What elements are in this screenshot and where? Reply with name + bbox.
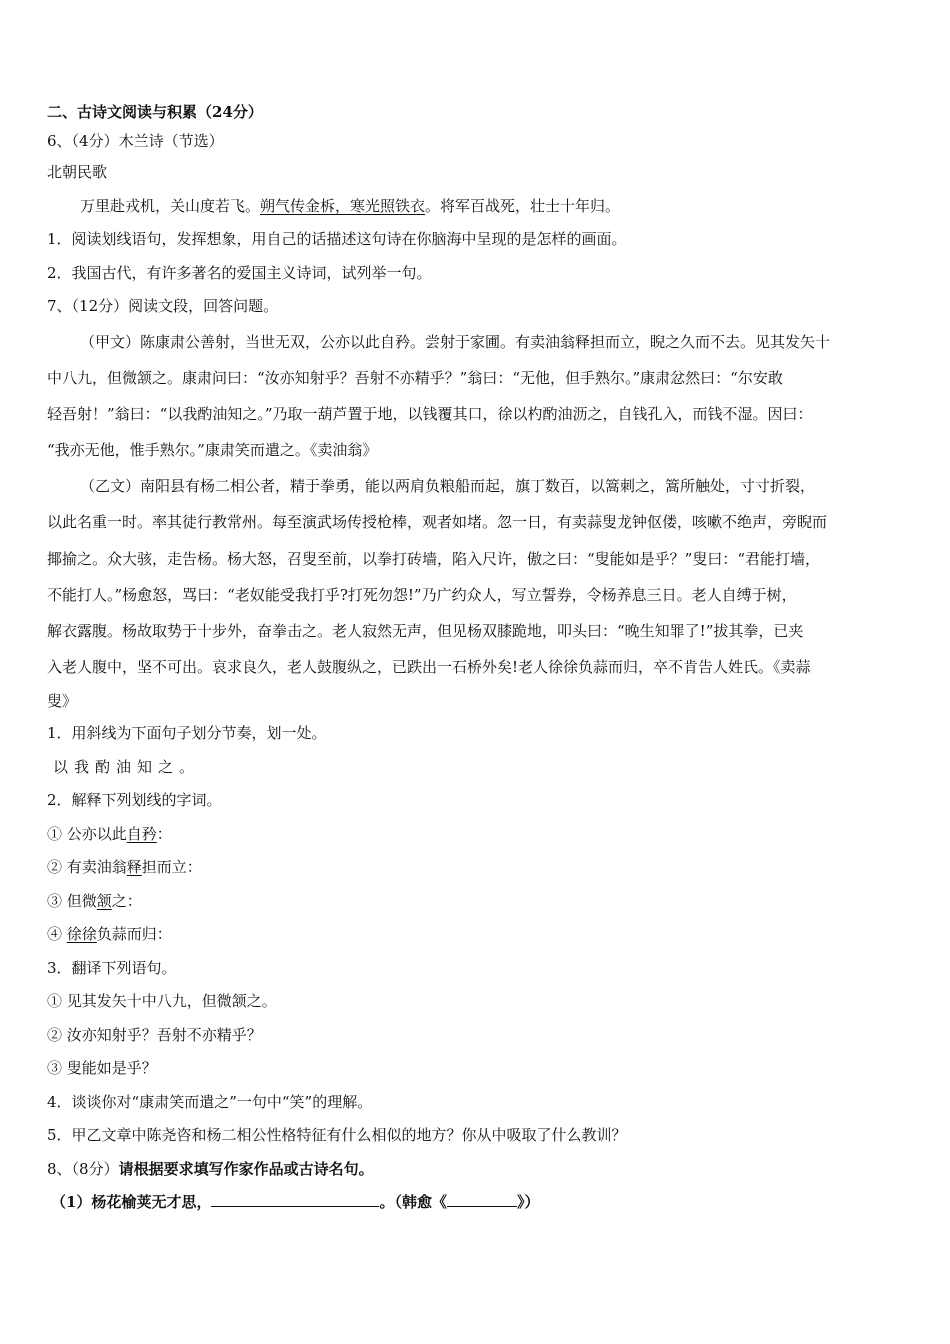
poem-text-post: 。将军百战死，壮士十年归。	[425, 196, 621, 215]
q6-subquestion-2: 2．我国古代，有许多著名的爱国主义诗词，试列举一句。	[47, 263, 432, 282]
passage-yi-line: （乙文）南阳县有杨二相公者，精于拳勇，能以两肩负粮船而起，旗丁数百，以篙刺之，篙所触处，寸寸折裂，	[80, 477, 816, 496]
q6-poem	[47, 190, 909, 224]
passage-yi	[47, 468, 909, 717]
q8-item-1-post: 》）	[516, 1193, 540, 1212]
q7-subquestion-4: 4．谈谈你对“康肃笑而遣之”一句中“笑”的理解。	[47, 1092, 373, 1111]
question-7	[47, 290, 909, 1153]
word-item	[47, 885, 909, 919]
q8-heading-instruction: 请根据要求填写作家作品或古诗名句。	[118, 1159, 374, 1178]
translation-item: ② 汝亦知射乎？吾射不亦精乎？	[47, 1025, 262, 1044]
translation-item: ① 见其发矢十中八九，但微颔之。	[47, 992, 277, 1011]
q6-author: 北朝民歌	[47, 163, 108, 181]
poem-text-pre: 万里赴戎机，关山度若飞。	[80, 196, 261, 215]
q8-item-1-pre: （1）杨花榆荚无才思，	[51, 1193, 212, 1212]
answer-blank-title[interactable]	[447, 1188, 517, 1207]
passage-yi-line: 解衣露腹。杨故取势于十步外，奋拳击之。老人寂然无声，但见杨双膝跪地，叩头曰：“晚生知罪了!”拔其拳，已夹	[47, 622, 804, 640]
word-item-pre: ③ 但微	[47, 891, 97, 910]
word-item-underlined: 颔	[96, 891, 112, 910]
exam-page	[47, 98, 909, 1220]
passage-jia-line: （甲文）陈康肃公善射，当世无双，公亦以此自矜。尝射于家圃。有卖油翁释担而立，睨之久而不去。见其发矢十	[80, 332, 831, 351]
question-8	[47, 1153, 909, 1220]
answer-blank-verse[interactable]	[211, 1188, 379, 1207]
translation-item: ③ 叟能如是乎？	[47, 1059, 157, 1078]
word-item-underlined: 徐徐	[66, 925, 97, 944]
word-item-pre: ② 有卖油翁	[47, 858, 127, 877]
q8-item-1-mid: 。（韩愈《	[379, 1193, 447, 1212]
word-item-post: 之：	[111, 891, 142, 910]
question-6	[47, 127, 909, 290]
q7-subquestion-5: 5．甲乙文章中陈尧咨和杨二相公性格特征有什么相似的地方？你从中吸取了什么教训？	[47, 1126, 627, 1145]
word-item-pre: ④	[47, 925, 67, 944]
passage-yi-line: 以此名重一时。率其徒行教常州。每至演武场传授枪棒，观者如堵。忽一日，有卖蒜叟龙钟伛偻，咳嗽不绝声，旁睨而	[47, 513, 828, 532]
passage-jia-line: 中八九，但微颔之。康肃问曰：“汝亦知射乎？吾射不亦精乎？”翁曰：“无他，但手熟尔。”康肃忿然曰：“尔安敢	[47, 368, 783, 387]
passage-yi-line: 不能打人。”杨愈怒，骂曰：“老奴能受我打乎?打死勿怨!”乃广约众人，写立誓券，令杨养息三日。老人自缚于树，	[47, 585, 797, 604]
section-title: 二、古诗文阅读与积累（24分）	[47, 103, 263, 121]
word-item	[47, 851, 909, 885]
passage-jia-line: 轻吾射！”翁曰：“以我酌油知之。”乃取一葫芦置于地，以钱覆其口，徐以杓酌油沥之，自钱孔入，而钱不湿。因曰：	[47, 404, 813, 423]
q8-heading	[47, 1153, 909, 1187]
poem-underlined-line: 朔气传金柝，寒光照铁衣	[260, 196, 426, 215]
q7-subquestion-2: 2．解释下列划线的字词。	[47, 791, 222, 810]
passage-jia-line: “我亦无他，惟手熟尔。”康肃笑而遣之。《卖油翁》	[47, 441, 378, 460]
word-item-underlined: 释	[126, 858, 142, 877]
q6-subquestion-1: 1．阅读划线语句，发挥想象，用自己的话描述这句诗在你脑海中呈现的是怎样的画面。	[47, 230, 627, 248]
q7-heading: 7、（12分）阅读文段，回答问题。	[47, 297, 279, 315]
passage-yi-line: 入老人腹中，坚不可出。哀求良久，老人鼓腹纵之，已跌出一石桥外矣!老人徐徐负蒜而归，卒不肯告人姓氏。《卖蒜	[47, 658, 811, 677]
rhythm-sentence: 以我酌油知之。	[53, 757, 201, 776]
q8-item-1	[47, 1186, 909, 1220]
passage-yi-line: 叟》	[47, 692, 78, 711]
q6-heading: 6、（4分）木兰诗（节选）	[47, 132, 224, 150]
word-item-pre: ① 公亦以此	[47, 824, 127, 843]
word-item	[47, 818, 909, 852]
word-item-post: ：	[156, 824, 172, 843]
q7-subquestion-3: 3．翻译下列语句。	[47, 958, 177, 977]
word-item-post: 负蒜而归：	[96, 925, 172, 944]
word-item-underlined: 自矜	[126, 824, 157, 843]
q8-heading-score: 8、（8分）	[47, 1159, 119, 1178]
passage-jia	[47, 324, 909, 469]
word-item-post: 担而立：	[141, 858, 202, 877]
word-item	[47, 918, 909, 952]
passage-yi-line: 揶揄之。众大骇，走告杨。杨大怒，召叟至前，以拳打砖墙，陷入尺许，傲之曰：“叟能如是乎？”叟曰：“君能打墙，	[47, 549, 821, 568]
q7-subquestion-1: 1．用斜线为下面句子划分节奏，划一处。	[47, 724, 327, 743]
